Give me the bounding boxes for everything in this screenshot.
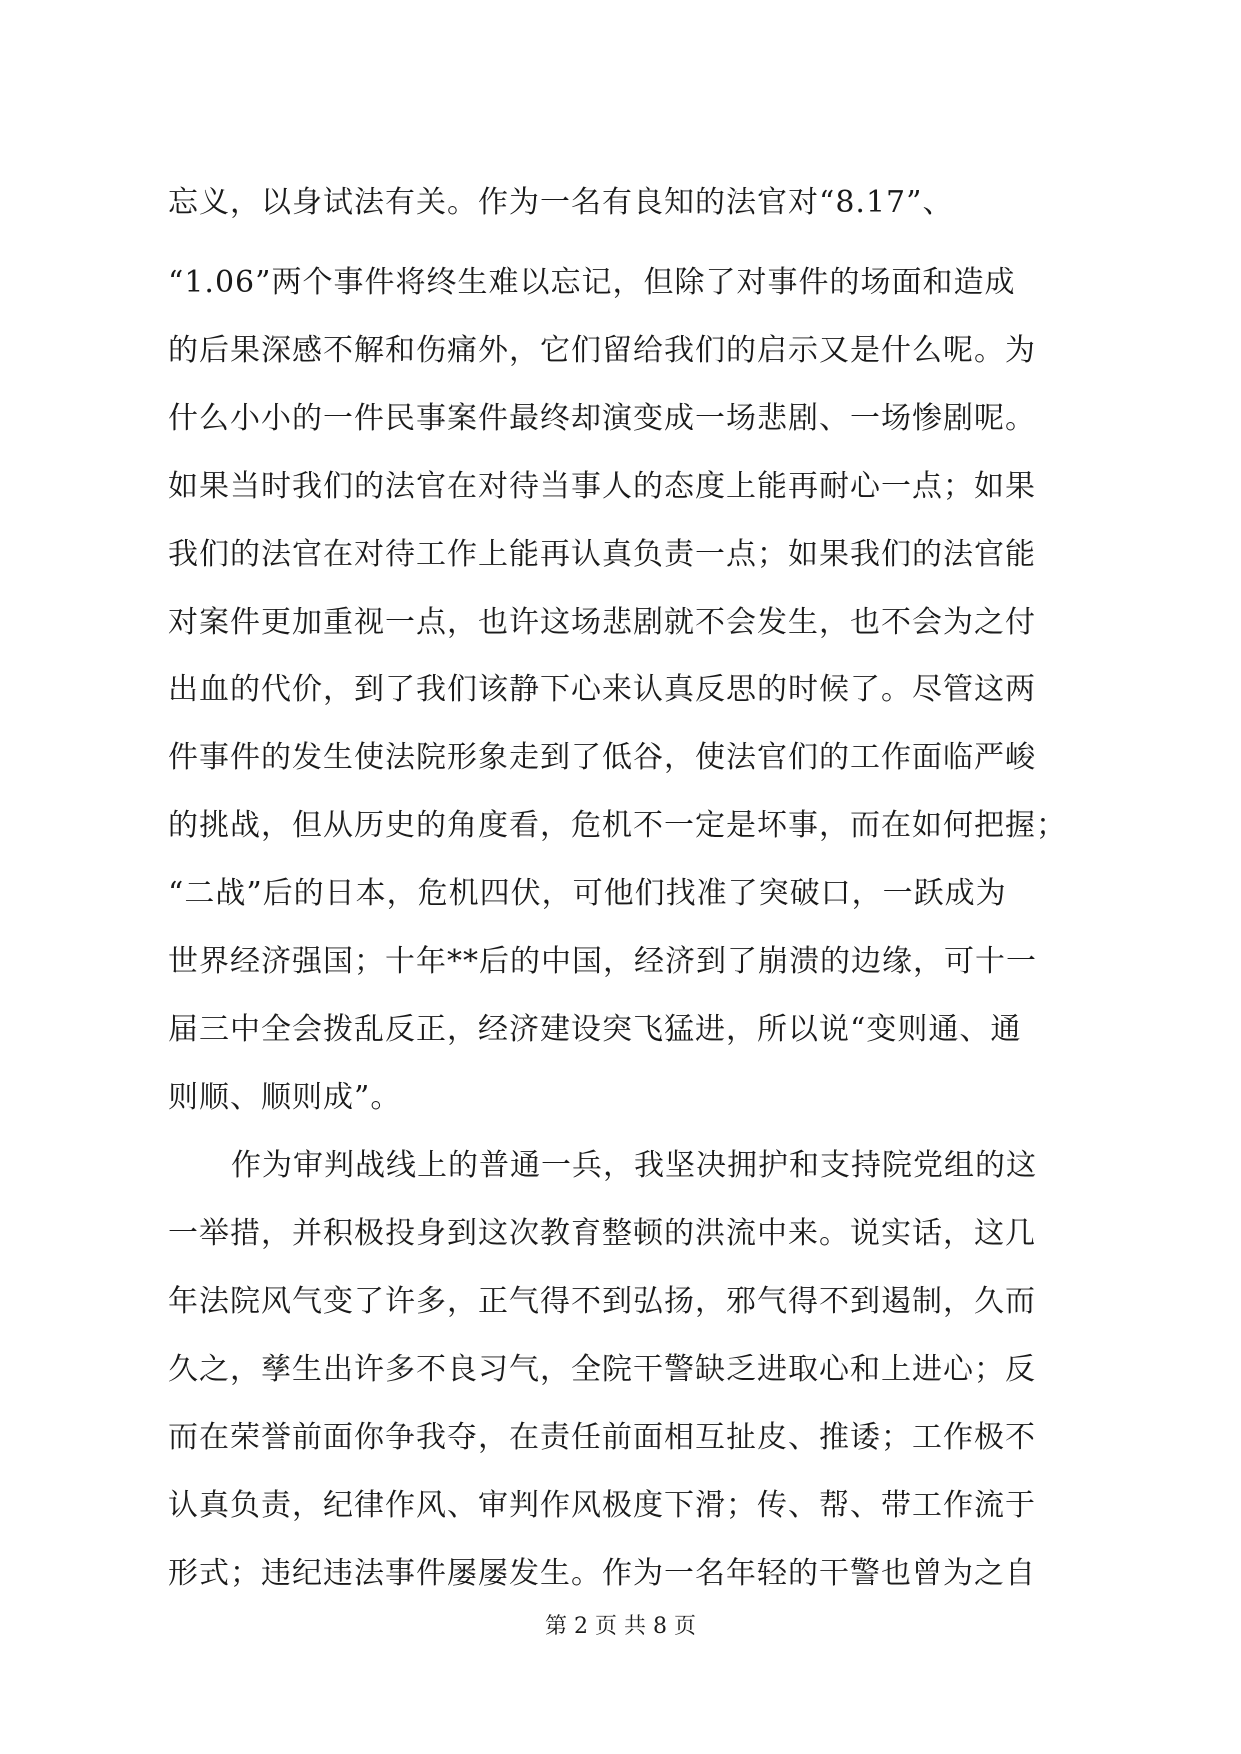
text-line: 件事件的发生使法院形象走到了低谷，使法官们的工作面临严峻 (168, 740, 1036, 775)
text-line: 对案件更加重视一点，也许这场悲剧就不会发生，也不会为之付 (168, 605, 1036, 640)
text-line: 的后果深感不解和伤痛外，它们留给我们的启示又是什么呢。为 (168, 333, 1036, 368)
paragraph-first-line: 作为审判战线上的普通一兵，我坚决拥护和支持院党组的这 (231, 1148, 1037, 1183)
text-line: 而在荣誉前面你争我夺，在责任前面相互扯皮、推诿；工作极不 (168, 1420, 1036, 1455)
text-line: 什么小小的一件民事案件最终却演变成一场悲剧、一场惨剧呢。 (168, 401, 1036, 436)
text-line: 认真负责，纪律作风、审判作风极度下滑；传、帮、带工作流于 (168, 1488, 1036, 1523)
text-line: 形式；违纪违法事件屡屡发生。作为一名年轻的干警也曾为之自 (168, 1556, 1036, 1591)
text-line: 世界经济强国；十年**后的中国，经济到了崩溃的边缘，可十一 (168, 944, 1037, 979)
text-line: 的挑战，但从历史的角度看，危机不一定是坏事，而在如何把握； (168, 808, 1067, 843)
text-line: 我们的法官在对待工作上能再认真负责一点；如果我们的法官能 (168, 537, 1036, 572)
text-line: 出血的代价，到了我们该静下心来认真反思的时候了。尽管这两 (168, 672, 1036, 707)
text-line: “二战”后的日本，危机四伏，可他们找准了突破口，一跃成为 (168, 876, 1007, 911)
page-number: 第 2 页 共 8 页 (545, 1614, 696, 1639)
text-line: 年法院风气变了许多，正气得不到弘扬，邪气得不到遏制，久而 (168, 1284, 1036, 1319)
text-line: 忘义，以身试法有关。作为一名有良知的法官对“8.17”、 (168, 185, 954, 220)
text-line: 一举措，并积极投身到这次教育整顿的洪流中来。说实话，这几 (168, 1216, 1036, 1251)
text-line: 如果当时我们的法官在对待当事人的态度上能再耐心一点；如果 (168, 469, 1036, 504)
text-line: 届三中全会拨乱反正，经济建设突飞猛进，所以说“变则通、通 (168, 1012, 1022, 1047)
text-line: 则顺、顺则成”。 (168, 1080, 402, 1115)
text-line: “1.06”两个事件将终生难以忘记，但除了对事件的场面和造成 (168, 265, 1016, 300)
text-line: 久之，孳生出许多不良习气，全院干警缺乏进取心和上进心；反 (168, 1352, 1036, 1387)
